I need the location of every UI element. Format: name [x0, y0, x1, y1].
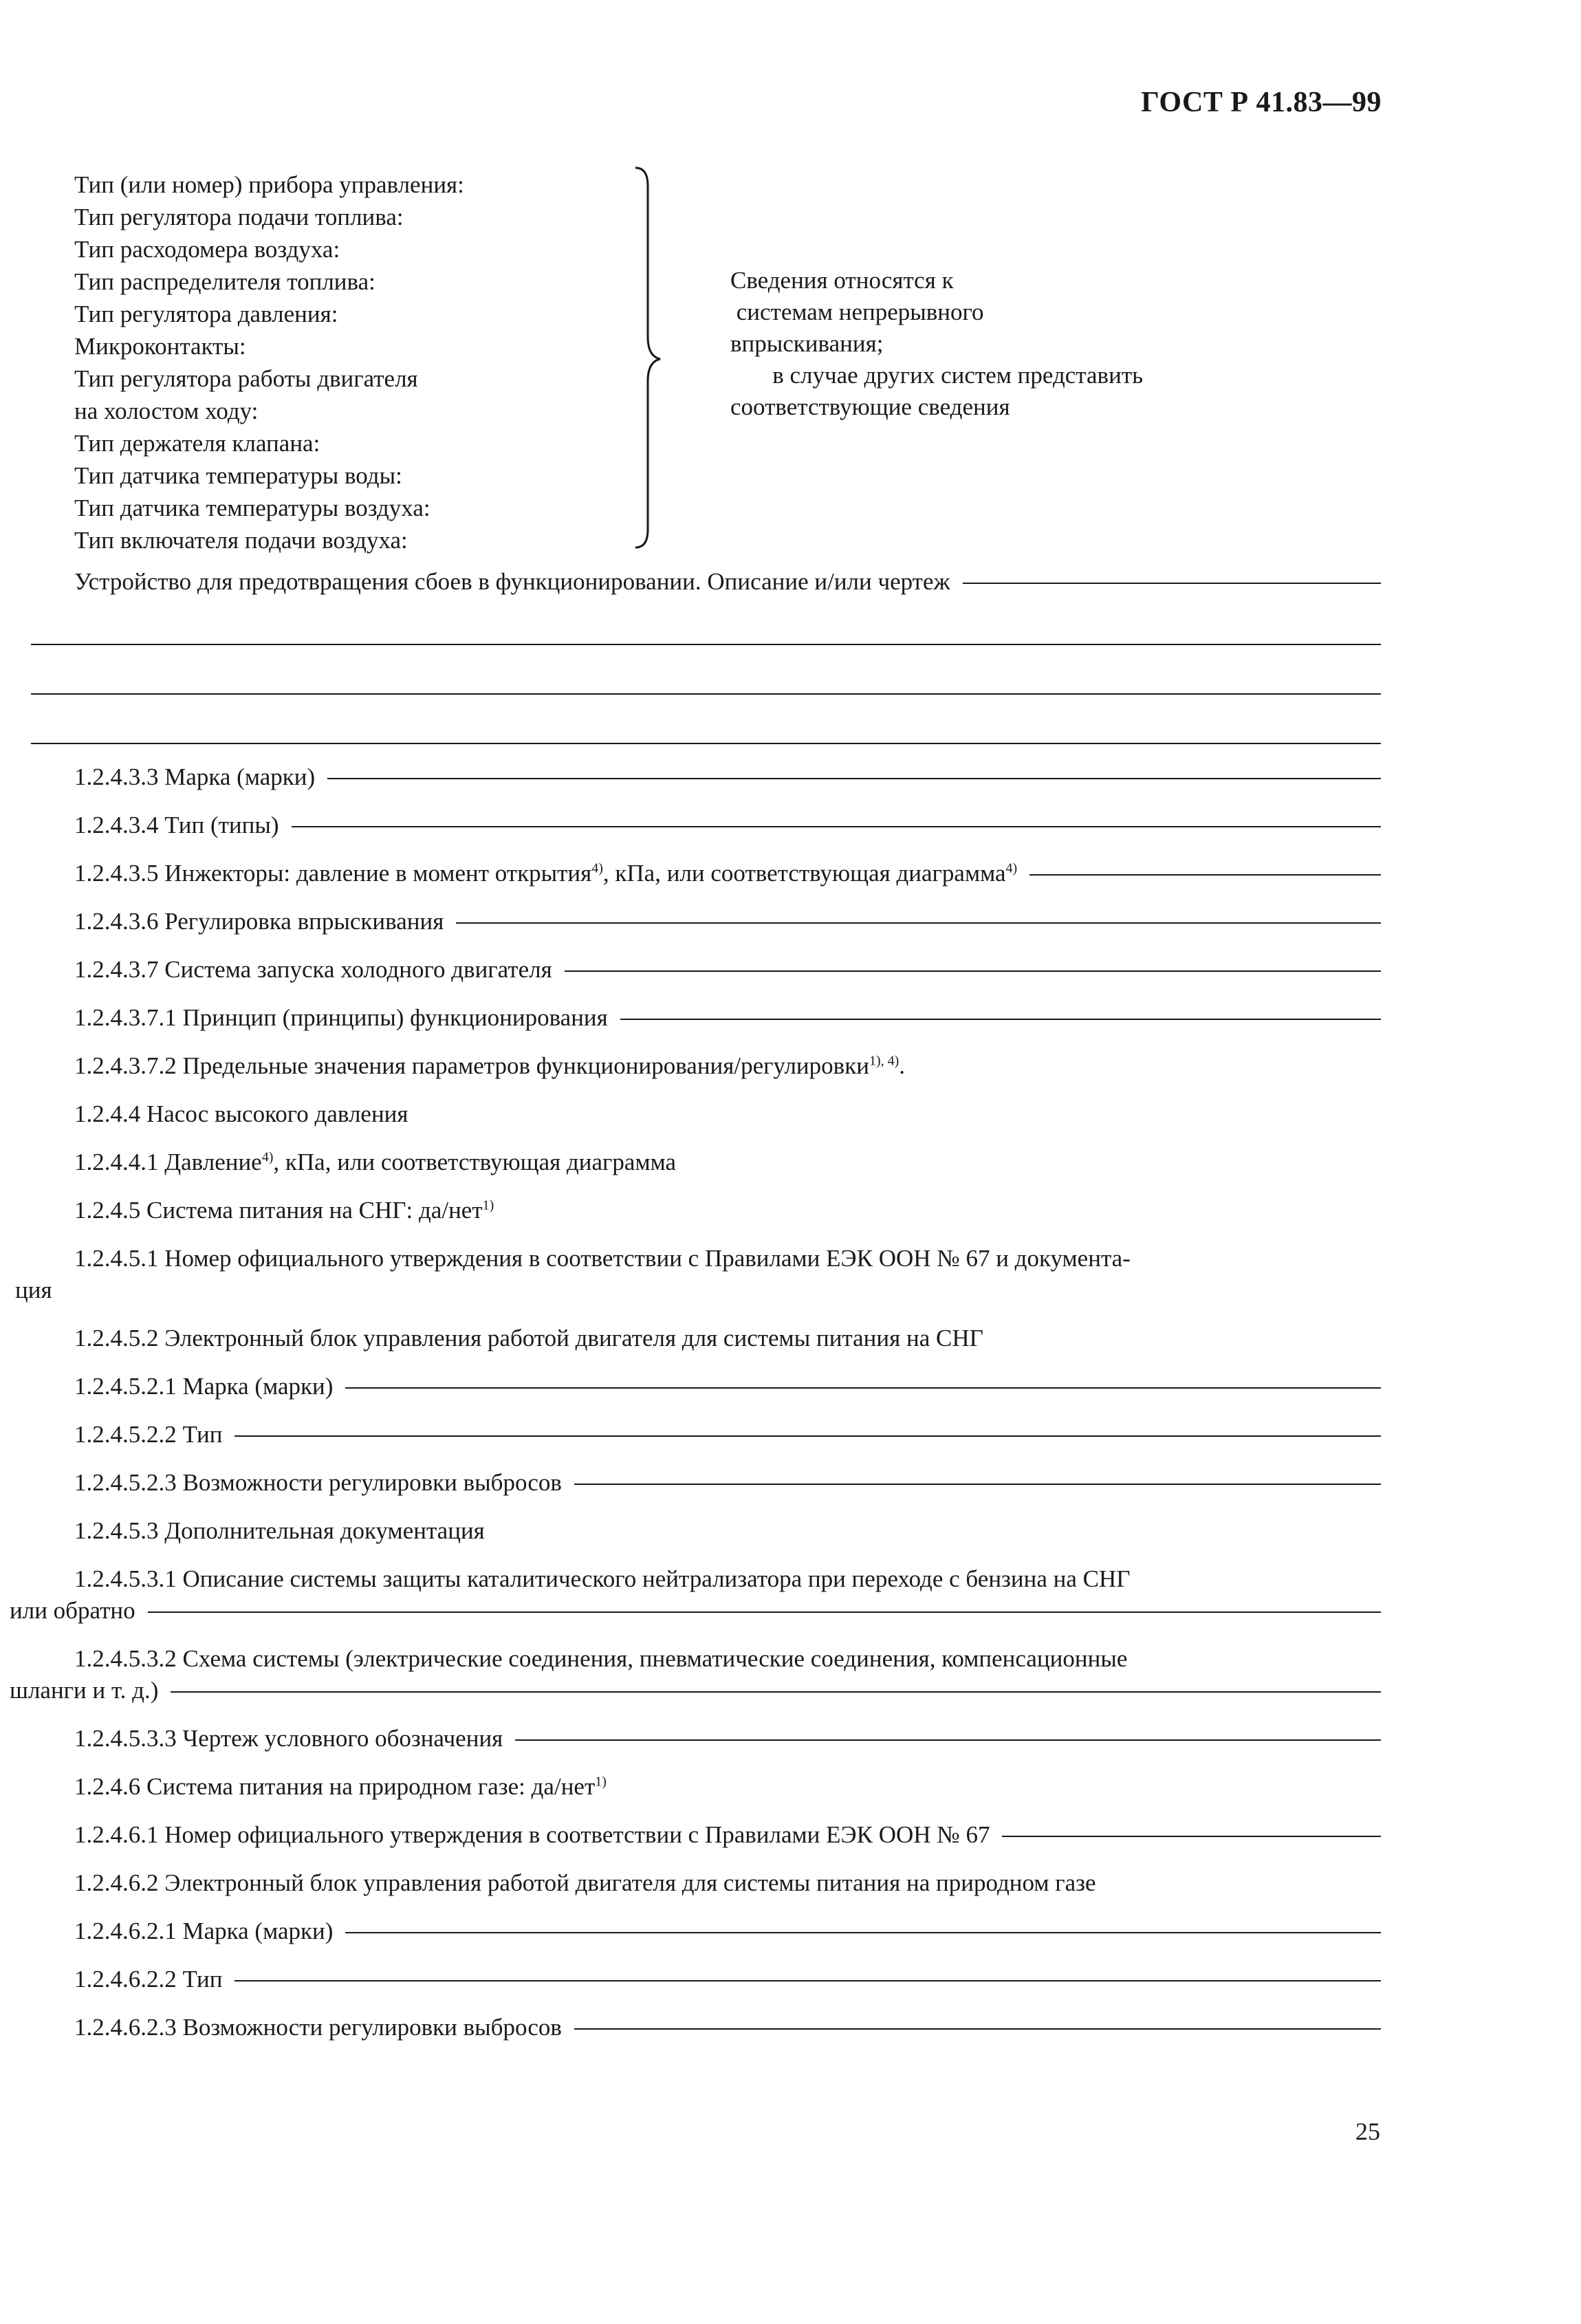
- brace-item: Тип датчика температуры воздуха:: [74, 495, 430, 521]
- field-row: [74, 1966, 1381, 1993]
- field-label-continuation: ция: [15, 1277, 52, 1303]
- field-row: [74, 1373, 1381, 1400]
- brace-item: Тип регулятора работы двигателя: [74, 365, 418, 392]
- field-blank[interactable]: [574, 1484, 1381, 1485]
- field-blank[interactable]: [1029, 874, 1381, 876]
- blank-line[interactable]: [31, 693, 1381, 695]
- field-label: 1.2.4.3.7.2 Предельные значения параметров функционирования/регулировки$^{1), 4)}$.: [74, 1052, 906, 1079]
- field-blank[interactable]: [235, 1435, 1381, 1437]
- brace-item: Микроконтакты:: [74, 333, 246, 360]
- brace-item: Тип распределителя топлива:: [74, 268, 375, 295]
- field-row: [10, 1677, 1381, 1704]
- field-label: 1.2.4.5.3.2 Схема системы (электрические соединения, пневматические соединения, компенсационные: [74, 1645, 1128, 1672]
- brace-note-line: в случае других систем представить: [730, 362, 1144, 389]
- field-label: 1.2.4.3.7 Система запуска холодного двигателя: [74, 956, 552, 983]
- right-curly-brace: [633, 165, 674, 550]
- field-label-continuation: шланги и т. д.): [10, 1677, 159, 1704]
- field-label: 1.2.4.5.2.3 Возможности регулировки выбросов: [74, 1469, 562, 1496]
- field-blank[interactable]: [235, 1980, 1381, 1981]
- section-heading: 1.2.4.6.2 Электронный блок управления работой двигателя для системы питания на природном газе: [74, 1869, 1096, 1896]
- field-label: 1.2.4.5.2.2 Тип: [74, 1421, 223, 1448]
- field-label: 1.2.4.3.6 Регулировка впрыскивания: [74, 908, 444, 935]
- field-blank[interactable]: [292, 826, 1381, 827]
- blank-line[interactable]: [31, 644, 1381, 645]
- brace-item: Тип включателя подачи воздуха:: [74, 527, 408, 554]
- brace-note: [730, 265, 1143, 423]
- brace-item: на холостом ходу:: [74, 398, 259, 424]
- field-label: 1.2.4.6.2.2 Тип: [74, 1966, 223, 1992]
- page-number: 25: [1355, 2118, 1380, 2145]
- field-row: [74, 2014, 1381, 2041]
- section-heading: 1.2.4.5.2 Электронный блок управления работой двигателя для системы питания на СНГ: [74, 1325, 983, 1351]
- standard-code: ГОСТ Р 41.83—99: [1141, 87, 1382, 118]
- brace-item: Тип датчика температуры воды:: [74, 462, 402, 489]
- section-heading: 1.2.4.5.3 Дополнительная документация: [74, 1517, 485, 1544]
- brace-note-line: системам непрерывного: [730, 298, 984, 325]
- field-row: [74, 908, 1381, 935]
- field-blank[interactable]: [515, 1739, 1381, 1741]
- field-label: 1.2.4.3.7.1 Принцип (принципы) функционирования: [74, 1004, 608, 1031]
- field-label: 1.2.4.3.4 Тип (типы): [74, 812, 279, 838]
- brace-item: Тип расходомера воздуха:: [74, 236, 340, 263]
- field-label: 1.2.4.6.2.1 Марка (марки): [74, 1918, 334, 1944]
- field-blank[interactable]: [565, 970, 1381, 972]
- field-blank[interactable]: [620, 1019, 1381, 1020]
- brace-item: Тип регулятора подачи топлива:: [74, 204, 404, 230]
- brace-item: Тип (или номер) прибора управления:: [74, 171, 464, 198]
- field-row: [10, 1597, 1381, 1625]
- field-row: [74, 860, 1381, 887]
- field-row: [74, 1421, 1381, 1448]
- field-label: 1.2.4.3.3 Марка (марки): [74, 763, 316, 790]
- field-label: 1.2.4.5.1 Номер официального утверждения в соответствии с Правилами ЕЭК ООН № 67 и документа-: [74, 1245, 1131, 1272]
- field-row: [74, 1918, 1381, 1945]
- brace-note-line: впрыскивания;: [730, 330, 884, 357]
- device-description-field[interactable]: [963, 583, 1381, 584]
- field-label: 1.2.4.3.5 Инжекторы: давление в момент открытия$^{4)}$, кПа, или соответствующая диаграмма$^{4)}$: [74, 860, 1018, 887]
- brace-item-list: [74, 169, 464, 556]
- field-row: [74, 1004, 1381, 1032]
- field-blank[interactable]: [327, 778, 1381, 779]
- field-row: [74, 812, 1381, 839]
- field-label: 1.2.4.6 Система питания на природном газе: да/нет$^{1)}$: [74, 1773, 607, 1800]
- field-row: [74, 763, 1381, 791]
- device-description-line: [74, 568, 1381, 596]
- field-row: [74, 956, 1381, 984]
- field-label: 1.2.4.5.2.1 Марка (марки): [74, 1373, 334, 1400]
- field-blank[interactable]: [148, 1611, 1381, 1613]
- field-row: [74, 1725, 1381, 1752]
- field-label: 1.2.4.6.2.3 Возможности регулировки выбросов: [74, 2014, 562, 2041]
- field-row: [74, 1821, 1381, 1849]
- field-blank[interactable]: [345, 1387, 1381, 1389]
- device-description-label: Устройство для предотвращения сбоев в функционировании. Описание и/или чертеж: [74, 568, 950, 595]
- field-blank[interactable]: [171, 1691, 1381, 1693]
- section-heading: 1.2.4.4 Насос высокого давления: [74, 1100, 408, 1127]
- blank-line[interactable]: [31, 743, 1381, 744]
- field-label: 1.2.4.5.3.1 Описание системы защиты каталитического нейтрализатора при переходе с бензина на СНГ: [74, 1565, 1131, 1592]
- field-label: 1.2.4.6.1 Номер официального утверждения в соответствии с Правилами ЕЭК ООН № 67: [74, 1821, 990, 1848]
- field-row: [74, 1469, 1381, 1497]
- brace-item: Тип держателя клапана:: [74, 430, 320, 457]
- field-blank[interactable]: [456, 922, 1381, 924]
- field-blank[interactable]: [1002, 1836, 1381, 1837]
- field-blank[interactable]: [574, 2028, 1381, 2030]
- field-label: 1.2.4.5.3.3 Чертеж условного обозначения: [74, 1725, 503, 1752]
- field-label: 1.2.4.5 Система питания на СНГ: да/нет$^{1)}$: [74, 1197, 494, 1224]
- field-label: 1.2.4.4.1 Давление$^{4)}$, кПа, или соответствующая диаграмма: [74, 1149, 677, 1175]
- brace-item: Тип регулятора давления:: [74, 301, 338, 327]
- brace-note-line: соответствующие сведения: [730, 393, 1010, 420]
- field-label-continuation: или обратно: [10, 1597, 135, 1624]
- field-blank[interactable]: [345, 1932, 1381, 1933]
- brace-note-line: Сведения относятся к: [730, 267, 954, 294]
